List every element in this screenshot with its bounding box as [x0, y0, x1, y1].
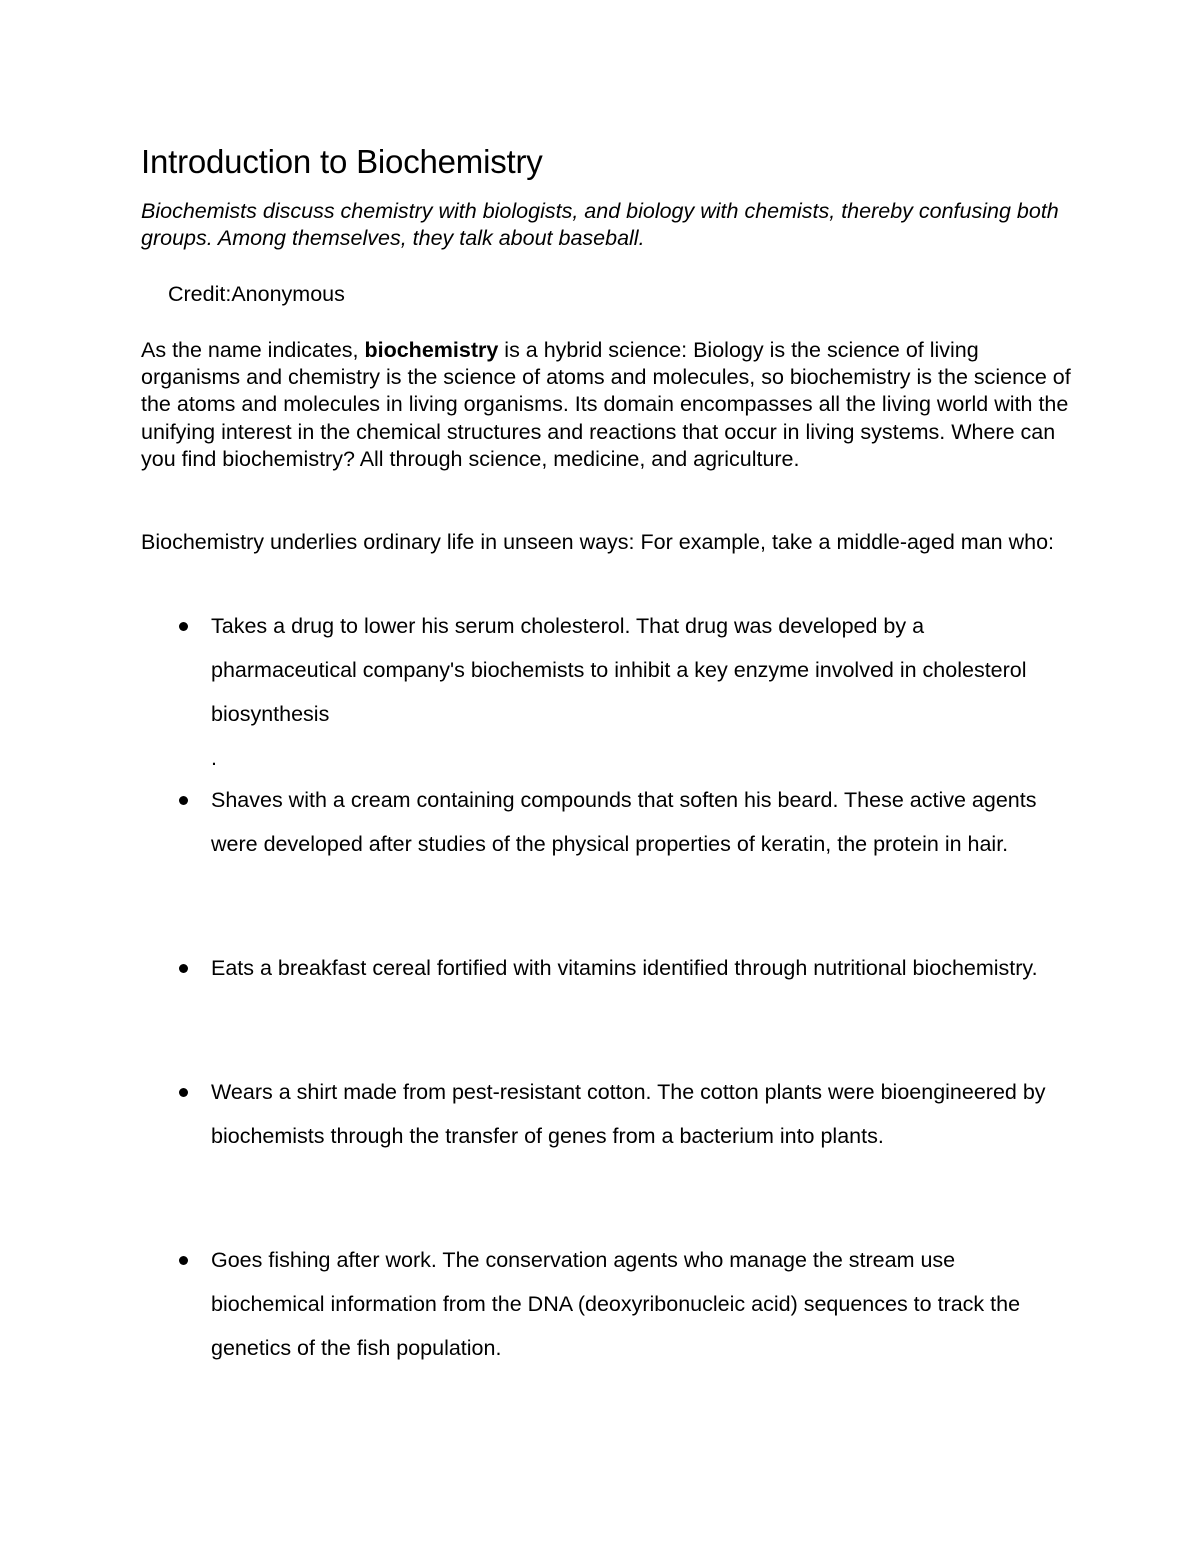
example-intro-paragraph: Biochemistry underlies ordinary life in unseen ways: For example, take a middle-aged man who: [141, 530, 1054, 554]
list-item-text: Goes fishing after work. The conservation agents who manage the stream use biochemical information from the DNA (deoxyribonucleic acid) sequences to track the genetics of the fish population. [211, 1248, 1021, 1360]
intro-paragraph [141, 337, 1071, 473]
intro-paragraph-lead: As the name indicates, [141, 338, 365, 362]
document-title: Introduction to Biochemistry [141, 143, 543, 180]
bullet-icon [179, 964, 188, 973]
list-item-text: Takes a drug to lower his serum cholesterol. That drug was developed by a pharmaceutical company's biochemists to inhibit a key enzyme involved in cholesterol biosynthesis [211, 614, 1027, 726]
epigraph-quote: Biochemists discuss chemistry with biologists, and biology with chemists, thereby confusing both groups. Among themselves, they talk about baseball. [141, 199, 1059, 250]
list-item-text: Wears a shirt made from pest-resistant cotton. The cotton plants were bioengineered by biochemists through the transfer of genes from a bacterium into plants. [211, 1080, 1046, 1148]
bullet-icon [179, 1088, 188, 1097]
list-item-text-block [211, 604, 1071, 780]
list-item-trailing-period: . [211, 746, 217, 770]
bullet-icon [179, 796, 188, 805]
bullet-icon [179, 1256, 188, 1265]
bullet-icon [179, 622, 188, 631]
quote-credit: Credit:Anonymous [168, 282, 345, 306]
list-item-text: Eats a breakfast cereal fortified with vitamins identified through nutritional biochemistry. [211, 956, 1038, 980]
intro-paragraph-bold-term: biochemistry [364, 338, 499, 362]
list-item-text: Shaves with a cream containing compounds that soften his beard. These active agents were developed after studies of the physical properties of keratin, the protein in hair. [211, 788, 1037, 856]
intro-paragraph-rest: is a hybrid science: Biology is the science of living organisms and chemistry is the science of atoms and molecules, so biochemistry is the science of the atoms and molecules in living organisms. Its domain encompasses all the living world with the unifying interest in the chemical structures and reactions that occur in living systems. Where can you find biochemistry? All through science, medicine, and agriculture. [141, 338, 1071, 471]
